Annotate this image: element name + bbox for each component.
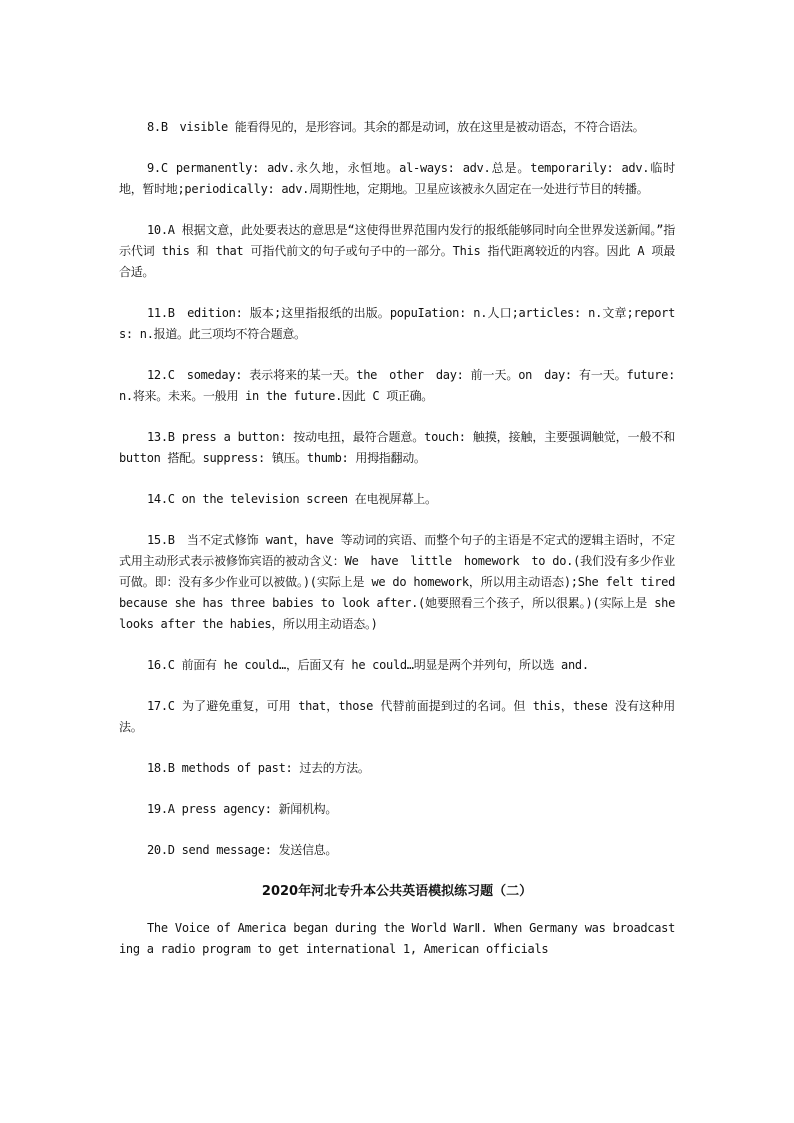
answer-10: 10.A 根据文意，此处要表达的意思是“这使得世界范围内发行的报纸能够同时向全世界发送新闻。”指示代词 this 和 that 可指代前文的句子或句子中的一部分。This 指代距离较近的内容。因此 A 项最合适。 — [119, 223, 675, 279]
answer-18: 18.B methods of past: 过去的方法。 — [147, 761, 370, 775]
answer-12: 12.C someday: 表示将来的某一天。the other day: 前一天。on day: 有一天。future: n.将来。未来。一般用 in the future.因此 C 项正确。 — [119, 368, 675, 403]
answer-9: 9.C permanently: adv.永久地，永恒地。al-ways: adv.总是。temporarily: adv.临时地，暂时地;periodically: adv.周期性地，定期地。卫星应该被永久固定在一处进行节目的转播。 — [119, 161, 675, 196]
passage-paragraph: The Voice of America began during the World WarⅡ. When Germany was broadcasting a radio program to get international 1, American officials — [119, 921, 675, 956]
answer-8: 8.B visible 能看得见的，是形容词。其余的都是动词，放在这里是被动语态，不符合语法。 — [147, 120, 645, 134]
document-content — [119, 117, 675, 960]
answer-15: 15.B 当不定式修饰 want，have 等动词的宾语、而整个句子的主语是不定式的逻辑主语时，不定式用主动形式表示被修饰宾语的被动含义：We have little homework to do.(我们没有多少作业可做。即：没有多少作业可以被做。)(实际上是 we do homework，所以用主动语态);She felt tired because she has three babies to look after.(她要照看三个孩子，所以很累。)(实际上是 she looks after the habies，所以用主动语态。) — [119, 533, 675, 631]
answer-13: 13.B press a button: 按动电扭，最符合题意。touch: 触摸，接触，主要强调触觉，一般不和 button 搭配。suppress: 镇压。thumb: 用拇指翻动。 — [119, 430, 675, 465]
answer-16: 16.C 前面有 he could…，后面又有 he could…明显是两个并列句，所以选 and. — [147, 658, 589, 672]
answer-17: 17.C 为了避免重复，可用 that，those 代替前面提到过的名词。但 this，these 没有这种用法。 — [119, 699, 675, 734]
answer-20: 20.D send message: 发送信息。 — [147, 843, 338, 857]
answer-19: 19.A press agency: 新闻机构。 — [147, 802, 338, 816]
answer-11: 11.B edition: 版本;这里指报纸的出版。popuIation: n.人口;articles: n.文章;reports: n.报道。此三项均不符合题意。 — [119, 306, 675, 341]
section-title: 2020年河北专升本公共英语模拟练习题（二） — [261, 884, 533, 899]
answer-14: 14.C on the television screen 在电视屏幕上。 — [147, 492, 437, 506]
